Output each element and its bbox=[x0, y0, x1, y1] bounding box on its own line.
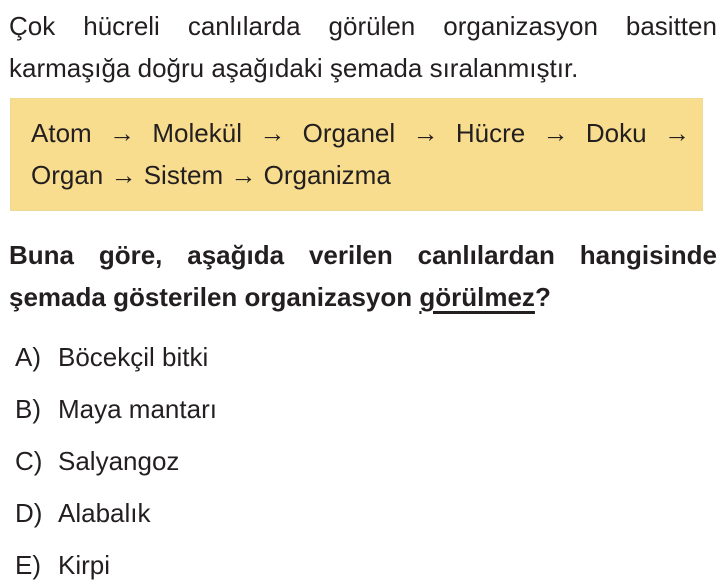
intro-line-2: karmaşığa doğru aşağıdaki şemada sıralanmıştır. bbox=[9, 53, 579, 83]
word: hücreli bbox=[83, 11, 160, 41]
word: → bbox=[663, 118, 690, 148]
word: verilen bbox=[308, 240, 393, 270]
word: organizasyon bbox=[443, 11, 598, 41]
word: → bbox=[259, 118, 286, 148]
option-text: Kirpi bbox=[58, 550, 111, 580]
scheme-line-2: Organ → Sistem → Organizma bbox=[31, 160, 391, 190]
option-letter: A) bbox=[15, 342, 41, 372]
option-letter: D) bbox=[15, 498, 43, 528]
question-line-1 bbox=[9, 234, 717, 276]
word: Atom bbox=[31, 118, 92, 148]
option-text: Böcekçil bitki bbox=[58, 342, 209, 372]
word: göre, bbox=[98, 240, 163, 270]
word: görülen bbox=[328, 11, 416, 41]
question-line-2-prefix: şemada gösterilen organizasyon bbox=[9, 282, 420, 312]
word: aşağıda bbox=[187, 240, 285, 270]
word: canlılarda bbox=[187, 11, 301, 41]
question-mark: ? bbox=[534, 282, 551, 312]
option-row-a bbox=[15, 336, 726, 378]
option-letter: B) bbox=[15, 394, 41, 424]
word: Hücre bbox=[455, 118, 526, 148]
option-row-b bbox=[15, 388, 726, 430]
intro-paragraph bbox=[0, 0, 726, 89]
organization-scheme-box bbox=[10, 98, 703, 211]
word: hangisinde bbox=[579, 240, 717, 270]
option-text: Salyangoz bbox=[58, 446, 180, 476]
option-row-d bbox=[15, 492, 726, 534]
option-letter: E) bbox=[15, 550, 41, 580]
question-underlined-word: görülmez bbox=[419, 282, 535, 312]
options-list bbox=[15, 336, 726, 586]
option-letter: C) bbox=[15, 446, 43, 476]
word: basitten bbox=[625, 11, 717, 41]
word: → bbox=[412, 118, 439, 148]
question-stem bbox=[9, 234, 717, 318]
option-text: Maya mantarı bbox=[58, 394, 217, 424]
option-text: Alabalık bbox=[58, 498, 151, 528]
word: Çok bbox=[9, 11, 56, 41]
option-row-c bbox=[15, 440, 726, 482]
word: → bbox=[109, 118, 136, 148]
option-row-e bbox=[15, 544, 726, 586]
word: canlılardan bbox=[417, 240, 555, 270]
word: → bbox=[542, 118, 569, 148]
word: Buna bbox=[9, 240, 74, 270]
word: Doku bbox=[585, 118, 647, 148]
word: Molekül bbox=[152, 118, 242, 148]
scheme-line-1 bbox=[31, 112, 690, 154]
intro-line-1 bbox=[9, 5, 717, 47]
word: Organel bbox=[302, 118, 396, 148]
question-line-2 bbox=[9, 276, 717, 318]
